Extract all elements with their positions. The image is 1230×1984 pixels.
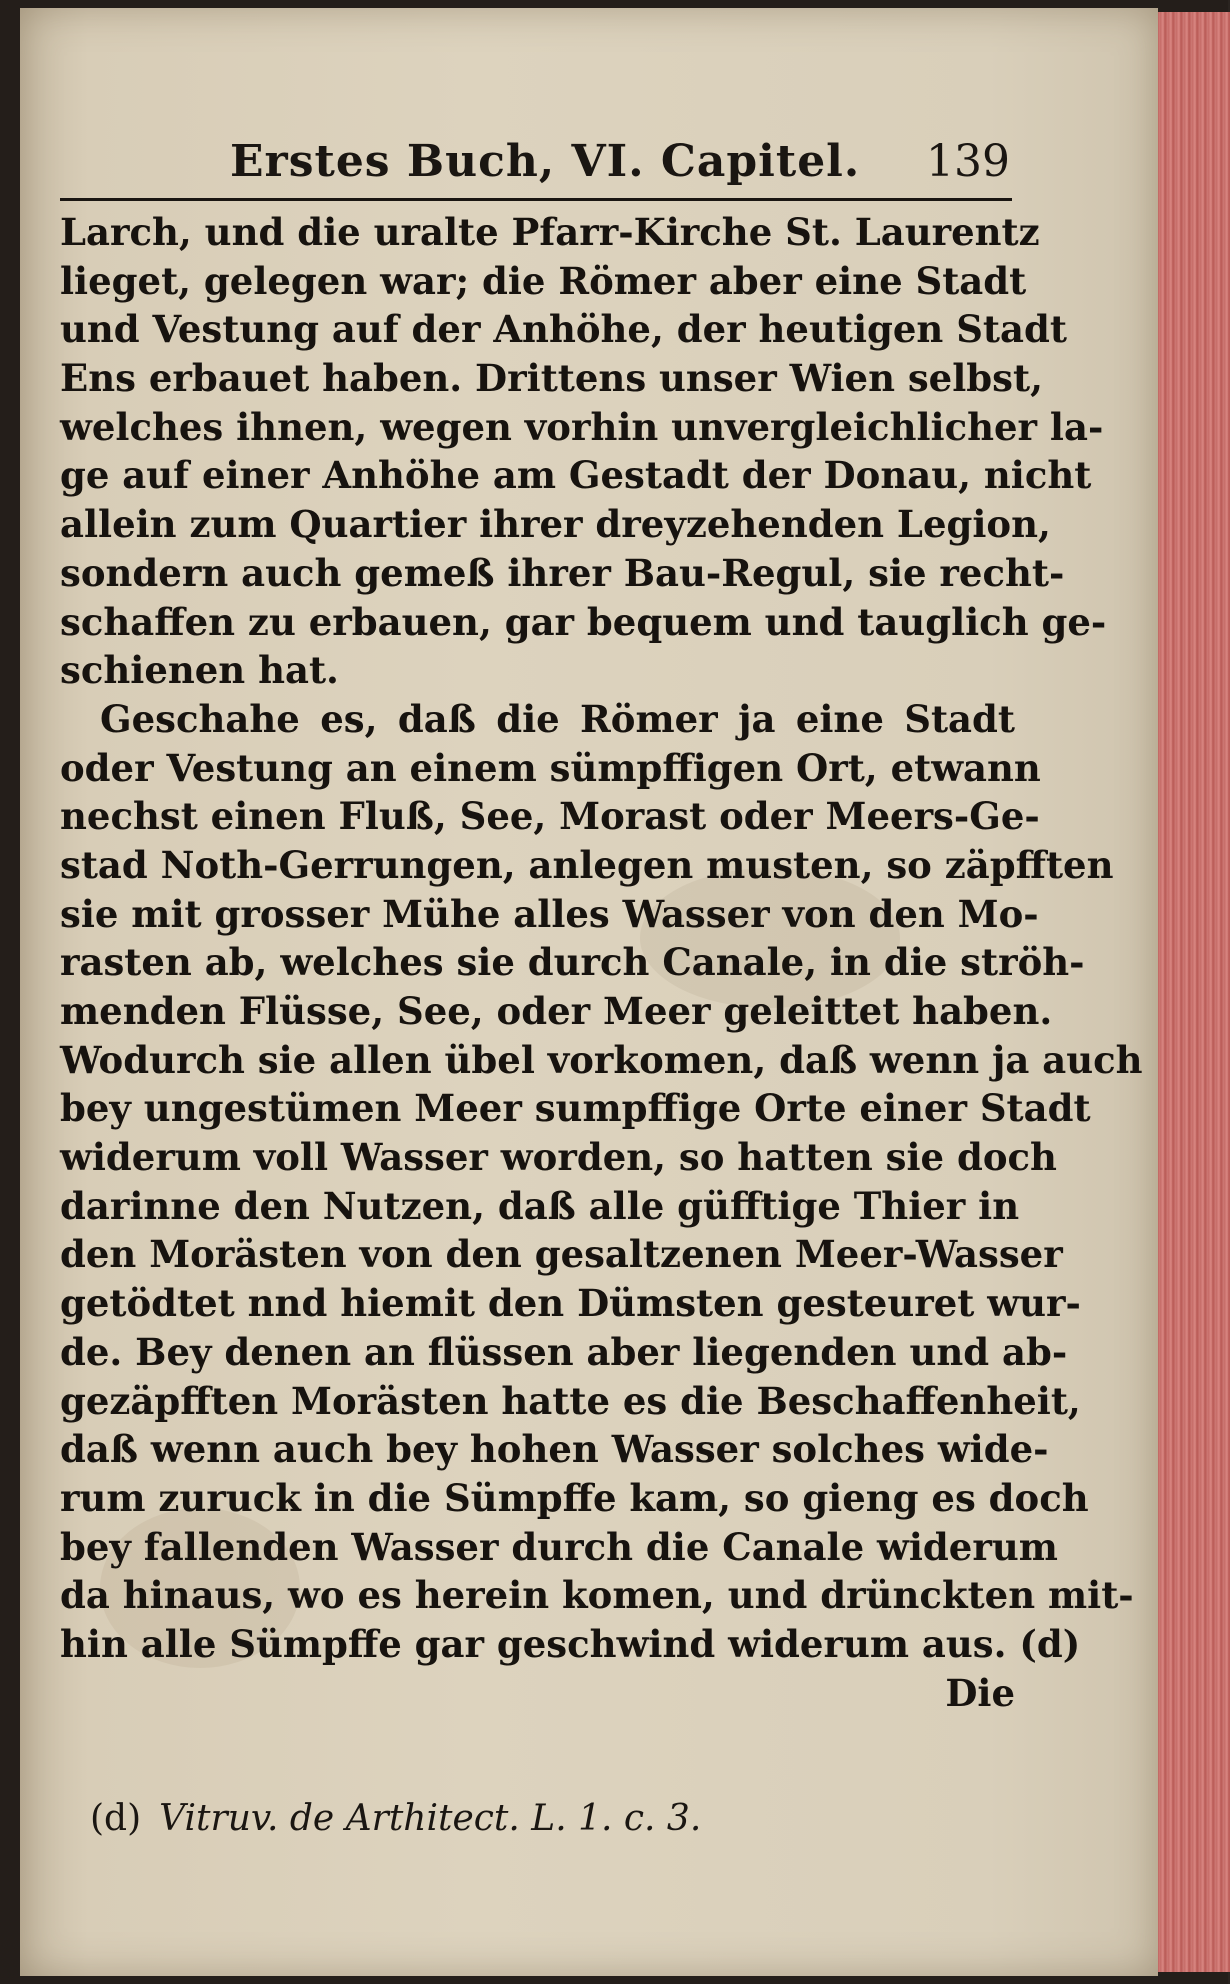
- text-line: daß wenn auch bey hohen Wasser solches wide-: [60, 1427, 1049, 1472]
- text-line: gezäpfften Morästen hatte es die Beschaffenheit,: [60, 1378, 1081, 1423]
- running-head: Erstes Buch, VI. Capitel.: [230, 136, 861, 187]
- page-edge: [1150, 12, 1230, 1972]
- catchword: Die: [945, 1670, 1015, 1715]
- page-number: 139: [926, 136, 1010, 187]
- text-line: de. Bey denen an flüssen aber liegenden und ab-: [60, 1329, 1068, 1374]
- text-line: den Morästen von den gesaltzenen Meer-Wasser: [60, 1232, 1063, 1277]
- text-line: rasten ab, welches sie durch Canale, in die ströh-: [60, 940, 1085, 985]
- text-line: stad Noth-Gerrungen, anlegen musten, so zäpfften: [60, 842, 1114, 887]
- text-line: schienen hat.: [60, 648, 339, 693]
- text-line: menden Flüsse, See, oder Meer geleittet haben.: [60, 989, 1053, 1033]
- text-line: bey ungestümen Meer sumpffige Orte einer Stadt: [60, 1086, 1091, 1131]
- text-line: und Vestung auf der Anhöhe, der heutigen Stadt: [60, 307, 1067, 352]
- text-line: darinne den Nutzen, daß alle güfftige Thier in: [60, 1183, 1020, 1228]
- text-line: schaffen zu erbauen, gar bequem und tauglich ge-: [60, 599, 1107, 644]
- footnote-mark: (d): [90, 1798, 142, 1839]
- book-page: [20, 8, 1158, 1976]
- text-line: lieget, gelegen war; die Römer aber eine Stadt: [60, 258, 1027, 303]
- text-line: sie mit grosser Mühe alles Wasser von den Mo-: [60, 891, 1039, 936]
- footnote: [90, 1798, 990, 1839]
- text-line: oder Vestung an einem sümpffigen Ort, etwann: [60, 745, 1041, 790]
- text-line: nechst einen Fluß, See, Morast oder Meers-Ge-: [60, 794, 1040, 839]
- text-line: hin alle Sümpffe gar geschwind widerum aus. (d): [60, 1621, 1081, 1666]
- text-line: ge auf einer Anhöhe am Gestadt der Donau, nicht: [60, 453, 1092, 498]
- text-line: Wodurch sie allen übel vorkomen, daß wenn ja auch: [60, 1037, 1143, 1082]
- footnote-text: Vitruv. de Arthitect. L. 1. c. 3.: [159, 1798, 702, 1839]
- text-line: sondern auch gemeß ihrer Bau-Regul, sie recht-: [60, 550, 1065, 595]
- text-line: da hinaus, wo es herein komen, und drünckten mit-: [60, 1573, 1134, 1618]
- text-line: allein zum Quartier ihrer dreyzehenden Legion,: [60, 502, 1051, 547]
- text-line: welches ihnen, wegen vorhin unvergleichlicher la-: [60, 404, 1104, 449]
- text-line: rum zuruck in die Sümpffe kam, so gieng es doch: [60, 1475, 1089, 1520]
- body-text: [60, 208, 1143, 1717]
- text-line: getödtet nnd hiemit den Dümsten gesteuret wur-: [60, 1281, 1081, 1326]
- text-line: bey fallenden Wasser durch die Canale widerum: [60, 1524, 1058, 1569]
- header-rule: [60, 198, 1012, 201]
- text-line: widerum voll Wasser worden, so hatten sie doch: [60, 1135, 1057, 1180]
- page-header: [230, 136, 1010, 196]
- text-line: Ens erbauet haben. Drittens unser Wien selbst,: [60, 356, 1043, 401]
- text-line: Larch, und die uralte Pfarr-Kirche St. Laurentz: [60, 210, 1040, 254]
- text-line: Geschahe es, daß die Römer ja eine Stadt: [100, 696, 1015, 741]
